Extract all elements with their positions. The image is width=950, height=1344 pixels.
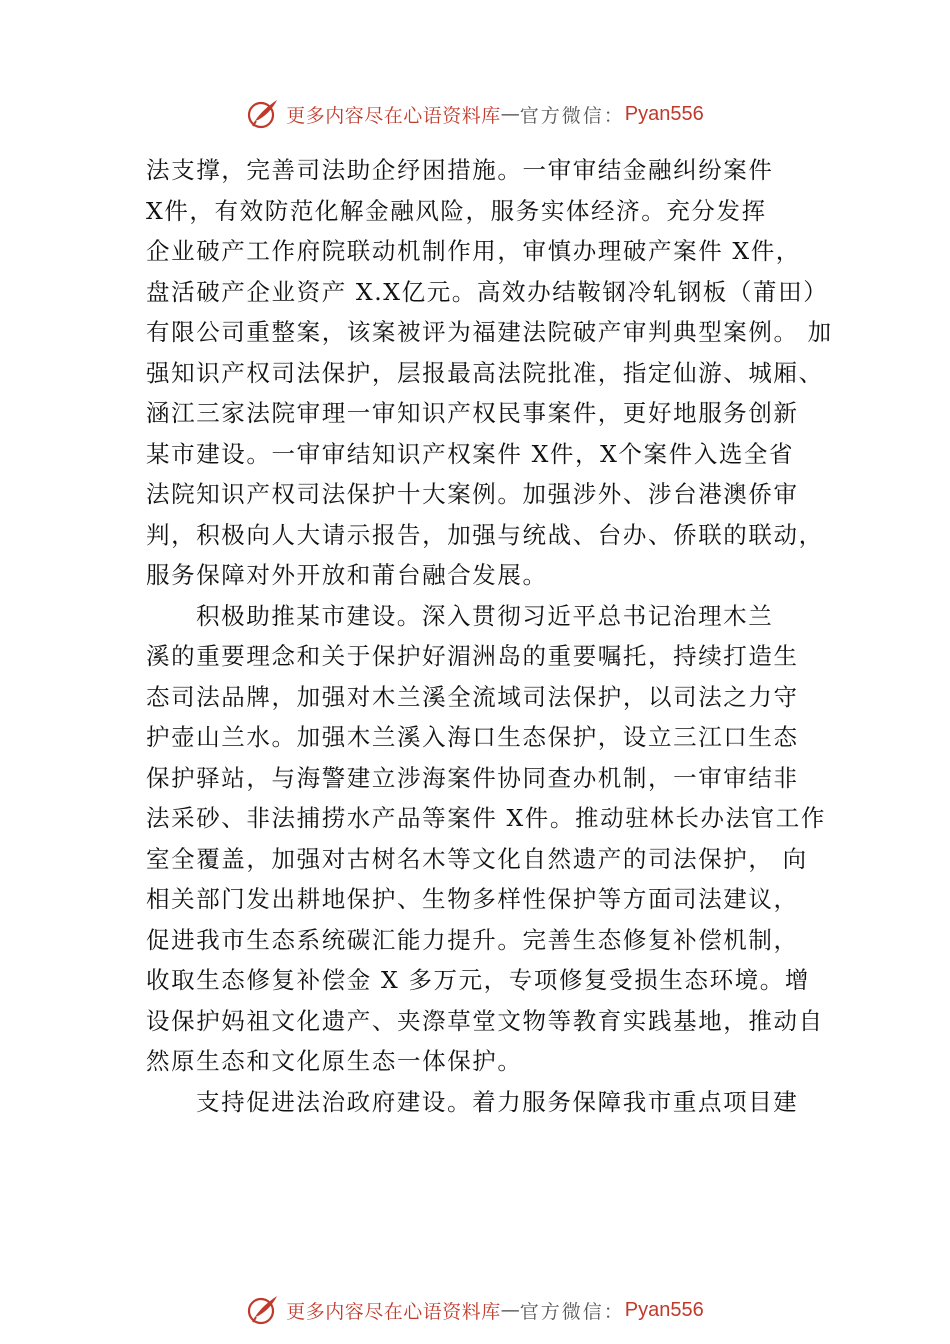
footer-banner (0, 1290, 950, 1330)
banner-wechat-label: 官方微信： (519, 1300, 625, 1323)
banner-separator: — (500, 103, 520, 125)
body-line: 设保护妈祖文化遗产、夹漈草堂文物等教育实践基地，推动自 (146, 1006, 824, 1035)
body-line: 收取生态修复补偿金 X 多万元，专项修复受损生态环境。增 (146, 966, 810, 994)
body-line: 保护驿站，与海警建立涉海案件协同查办机制，一审审结非 (146, 763, 799, 792)
body-line: 服务保障对外开放和莆台融合发展。 (146, 561, 548, 589)
paragraph-first-line: 支持促进法治政府建设。着力服务保障我市重点项目建 (196, 1087, 799, 1116)
body-line: 促进我市生态系统碳汇能力提升。完善生态修复补偿机制， (146, 925, 799, 954)
banner-brand-text: 更多内容尽在心语资料库 (286, 104, 501, 127)
body-line: 然原生态和文化原生态一体保护。 (146, 1047, 523, 1075)
body-line: 法院知识产权司法保护十大案例。加强涉外、涉台港澳侨审 (146, 480, 799, 508)
body-line: 涵江三家法院审理一审知识产权民事案件，更好地服务创新 (146, 399, 799, 427)
body-line: X件，有效防范化解金融风险，服务实体经济。充分发挥 (146, 196, 767, 225)
body-line: 态司法品牌，加强对木兰溪全流域司法保护，以司法之力守 (146, 682, 799, 711)
body-line: 相关部门发出耕地保护、生物多样性保护等方面司法建议， (146, 885, 799, 913)
body-line: 有限公司重整案，该案被评为福建法院破产审判典型案例。 加 (146, 318, 833, 346)
paragraph-first-line: 积极助推某市建设。深入贯彻习近平总书记治理木兰 (196, 601, 774, 630)
quill-logo-icon (246, 1293, 280, 1327)
body-line: 护壶山兰水。加强木兰溪入海口生态保护，设立三江口生态 (146, 723, 799, 751)
body-line: 企业破产工作府院联动机制作用，审慎办理破产案件 X件， (146, 237, 801, 265)
banner-wechat-id: Pyan556 (624, 102, 704, 125)
document-body (146, 150, 833, 1122)
body-line: 室全覆盖，加强对古树名木等文化自然遗产的司法保护， 向 (146, 844, 808, 873)
body-line: 法采砂、非法捕捞水产品等案件 X件。推动驻林长办法官工作 (146, 804, 826, 832)
body-line: 强知识产权司法保护，层报最高法院批准，指定仙游、城厢、 (146, 358, 824, 387)
banner-brand-text: 更多内容尽在心语资料库 (286, 1300, 501, 1323)
banner-wechat-label: 官方微信： (519, 104, 625, 127)
banner-wechat-id: Pyan556 (624, 1298, 704, 1321)
body-line: 某市建设。一审审结知识产权案件 X件，X个案件入选全省 (146, 439, 795, 468)
body-line: 盘活破产企业资产 X.X亿元。高效办结鞍钢冷轧钢板（莆田） (146, 277, 829, 306)
body-line: 法支撑，完善司法助企纾困措施。一审审结金融纠纷案件 (146, 156, 774, 184)
header-banner (0, 94, 950, 134)
banner-separator: — (500, 1299, 520, 1321)
body-line: 溪的重要理念和关于保护好湄洲岛的重要嘱托，持续打造生 (146, 642, 799, 670)
body-line: 判，积极向人大请示报告，加强与统战、台办、侨联的联动， (146, 520, 824, 549)
quill-logo-icon (246, 97, 280, 131)
